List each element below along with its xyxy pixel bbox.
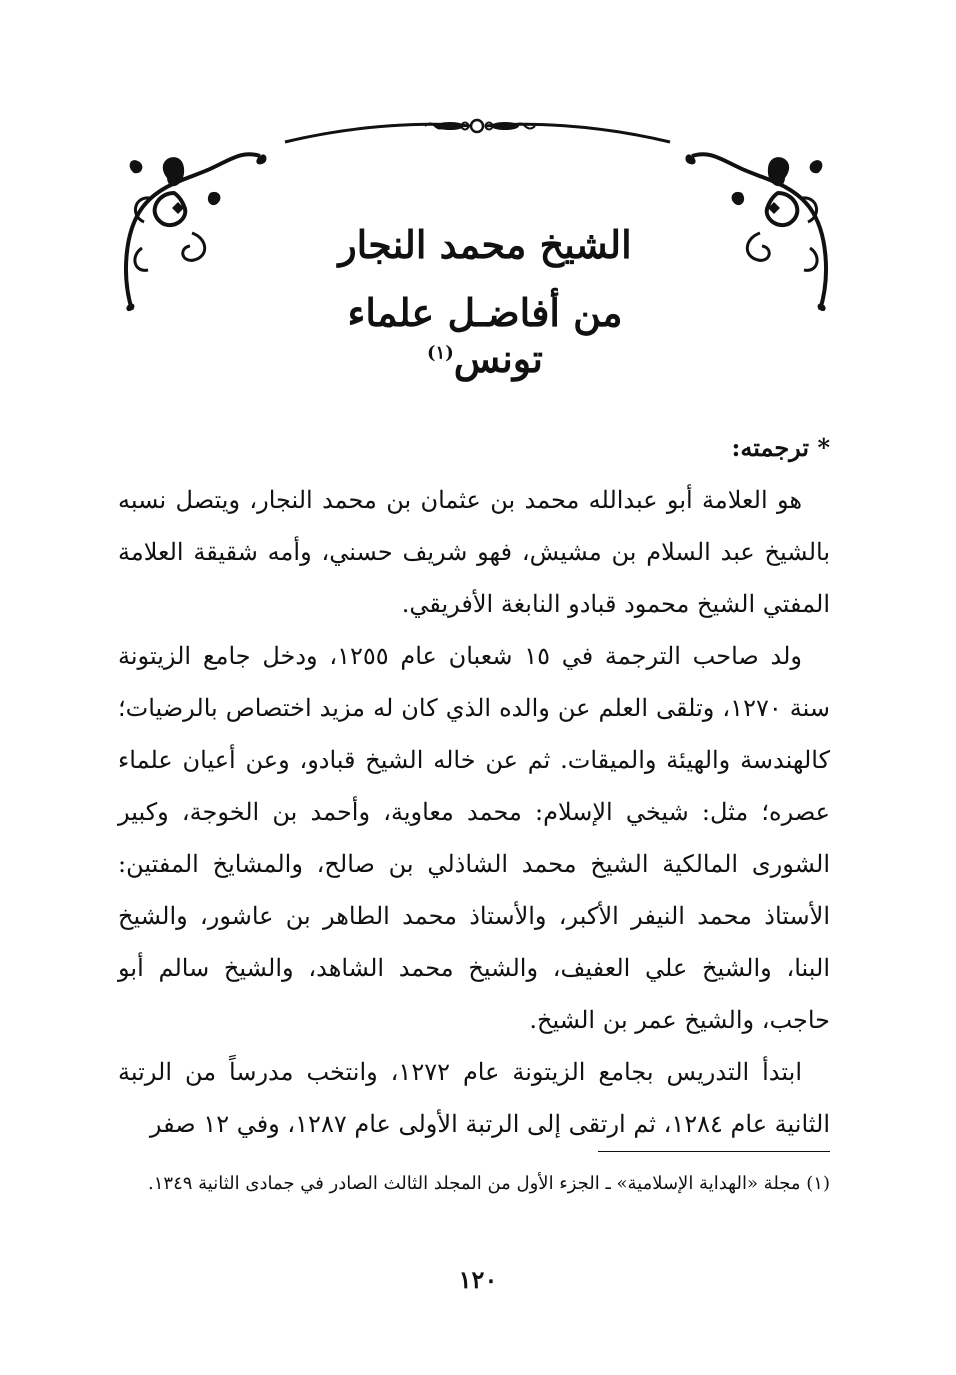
main-text: [118, 422, 830, 1150]
footnote: (١) مجلة «الهداية الإسلامية» ـ الجزء الأول من المجلد الثالث الصادر في جمادى الثانية ١٣٤٩.: [148, 1173, 830, 1194]
paragraph: هو العلامة أبو عبدالله محمد بن عثمان بن محمد النجار، ويتصل نسبه بالشيخ عبد السلام بن مشيش، فهو شريف حسني، وأمه شقيقة العلامة المفتي الشيخ محمود قبادو النابغة الأفريقي.: [118, 486, 830, 618]
chapter-subtitle: [290, 290, 680, 381]
floral-corner-icon: [680, 138, 840, 318]
chapter-subtitle-text: من أفاضـل علماء تونس: [347, 290, 623, 381]
chapter-title: الشيخ محمد النجار: [338, 222, 632, 267]
paragraph: ابتدأ التدريس بجامع الزيتونة عام ١٢٧٢، وانتخب مدرساً من الرتبة الثانية عام ١٢٨٤، ثم ارتقى إلى الرتبة الأولى عام ١٢٨٧، وفي ١٢ صفر: [118, 1058, 830, 1138]
paragraph: ولد صاحب الترجمة في ١٥ شعبان عام ١٢٥٥، ودخل جامع الزيتونة سنة ١٢٧٠، وتلقى العلم عن والده الذي كان له مزيد اختصاص بالرضيات؛ كالهندسة والهيئة والميقات. ثم عن خاله الشيخ قبادو، وعن أعيان علماء عصره؛ مثل: شيخي الإسلام: محمد معاوية، وأحمد بن الخوجة، وكبير الشورى المالكية الشيخ محمد الشاذلي بن صالح، والمشايخ المفتين: الأستاذ محمد النيفر الأكبر، والأستاذ محمد الطاهر بن عاشور، والشيخ البنا، والشيخ علي العفيف، والشيخ محمد الشاهد، والشيخ سالم أبو حاجب، والشيخ عمر بن الشيخ.: [118, 642, 830, 1034]
footnote-marker: (١): [427, 341, 454, 363]
floral-corner-icon: [112, 138, 272, 318]
decorative-rule-icon: [280, 112, 675, 152]
footnote-divider: [598, 1151, 830, 1152]
section-heading: * ترجمته:: [731, 433, 830, 462]
page-number: ١٢٠: [458, 1265, 498, 1294]
